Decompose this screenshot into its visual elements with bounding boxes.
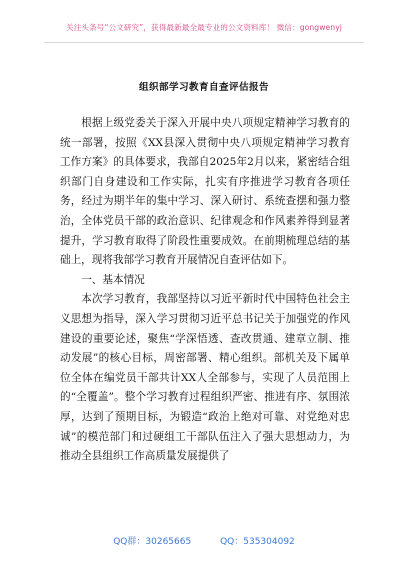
paragraph-intro: 根据上级党委关于深入开展中央八项规定精神学习教育的统一部署，按照《XX县深入贯彻中央八项规定精神学习教育工作方案》的具体要求，我部自2025年2月以来，紧密结合组织部门自身建设和工作实际，扎实有序推进学习教育各项任务，经过为期半年的集中学习、深入研讨、系统查摆和强力整治，全体党员干部的政治意识、纪律观念和作风素养得到显著提升，学习教育取得了阶段性重要成效。在前期梳理总结的基础上，现将我部学习教育开展情况自查评估如下。 (60, 117, 350, 267)
section-heading-basic-situation: 一、基本情况 (81, 273, 145, 286)
footer-contact (0, 534, 408, 547)
footer-qq-number: QQ：535304092 (220, 537, 295, 547)
header-notice: 关注头条号“公文研究”，获得最新最全最专业的公文资料库！ 微信：gongwenyj (66, 23, 342, 32)
footer-qq-group: QQ群：30265665 (113, 537, 192, 547)
header-divider (44, 42, 364, 43)
document-body (60, 114, 350, 467)
document-title: 组织部学习教育自查评估报告 (139, 82, 269, 93)
paragraph-basic-situation: 本次学习教育，我部坚持以习近平新时代中国特色社会主义思想为指导，深入学习贯彻习近平总书记关于加强党的作风建设的重要论述，聚焦“学深悟透、查改贯通、建章立制、推动发展”的核心目标，周密部署、精心组织。部机关及下属单位全体在编党员干部共计XX人全部参与，实现了人员范围上的“全覆盖”。整个学习教育过程组织严密、推进有序、氛围浓厚，达到了预期目标，为锻造“政治上绝对可靠、对党绝对忠诚”的模范部门和过硬组工干部队伍注入了强大思想动力，为推动全县组织工作高质量发展提供了 (60, 293, 350, 463)
